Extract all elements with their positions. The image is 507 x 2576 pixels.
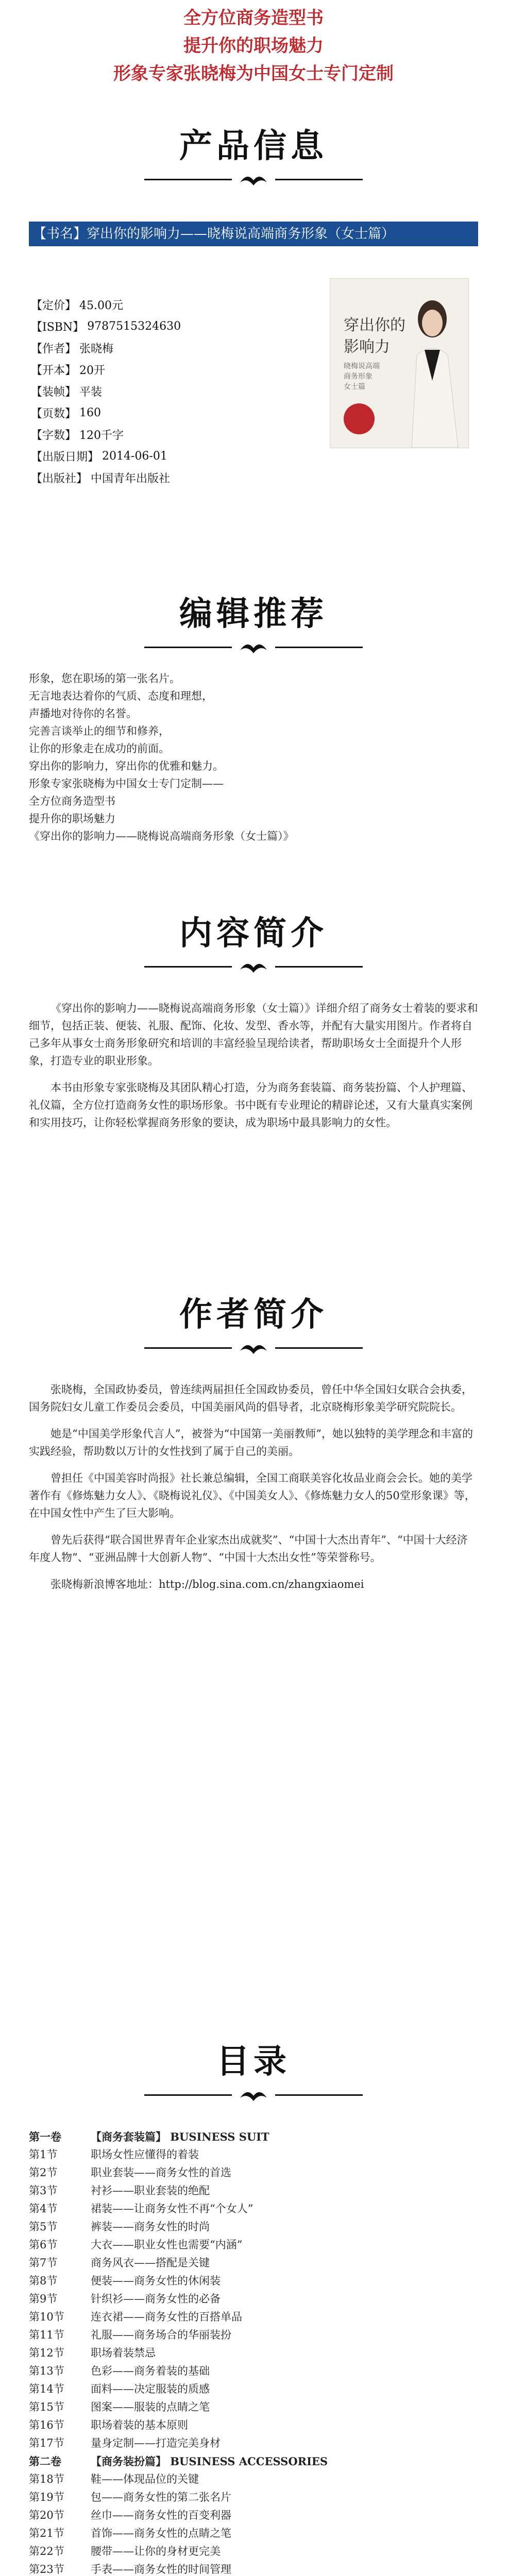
toc-number: 第10节 xyxy=(29,2311,64,2323)
info-value: 160 xyxy=(79,406,102,419)
title-ornament xyxy=(0,170,507,189)
toc-number: 第18节 xyxy=(29,2473,64,2485)
info-label: 【出版社】 xyxy=(31,472,88,485)
recommend-line: 穿出你的影响力，穿出你的优雅和魅力。 xyxy=(29,760,224,772)
summary-text xyxy=(29,999,478,1141)
info-value: 平装 xyxy=(79,385,103,399)
summary-paragraph: 《穿出你的影响力——晓梅说高端商务形象（女士篇）》详细介绍了商务女士着装的要求和细节，包括正装、便装、礼服、配饰、化妆、发型、香水等，并配有大量实用图片。作者将自己多年从事女士商务形象研究和培训的丰富经验呈现给读者，帮助职场女士全面提升个人形象，打造专业的职业形象。 xyxy=(29,1002,478,1067)
paragraph-gap xyxy=(29,1566,478,1575)
toc-row xyxy=(29,2344,478,2362)
author-paragraph: 张晓梅，全国政协委员，曾连续两届担任全国政协委员，曾任中华全国妇女联合会执委，国务院妇女儿童工作委员会委员，中国美丽风尚的倡导者，北京晓梅形象美学研究院院长。 xyxy=(29,1383,472,1413)
summary-paragraph: 本书由形象专家张晓梅及其团队精心打造，分为商务套装篇、商务装扮篇、个人护理篇、礼仪篇，全方位打造商务女性的职场形象。书中既有专业理论的精辟论述，又有大量真实案例和实用技巧，让你轻松掌握商务形象的要诀，成为职场中最具影响力的女性。 xyxy=(29,1081,472,1129)
toc-title: 量身定制——打造完美身材 xyxy=(91,2437,221,2449)
bird-ornament-icon xyxy=(238,638,269,656)
toc-row xyxy=(29,2470,478,2488)
cover-badge xyxy=(344,403,375,434)
section-title-author: 作者简介 xyxy=(179,1295,328,1334)
recommend-line: 形象专家张晓梅为中国女士专门定制—— xyxy=(29,777,224,790)
toc-number: 第19节 xyxy=(29,2491,64,2503)
toc-row xyxy=(29,2146,478,2164)
recommend-line: 《穿出你的影响力——晓梅说高端商务形象（女士篇）》 xyxy=(29,830,294,842)
toc-title: 裤装——商务女性的时尚 xyxy=(91,2221,210,2233)
toc-row xyxy=(29,2272,478,2290)
toc-number: 第一卷 xyxy=(29,2130,61,2143)
info-row xyxy=(31,337,299,359)
toc-row xyxy=(29,2290,478,2308)
info-row xyxy=(31,294,299,315)
toc-title: 首饰——商务女性的点睛之笔 xyxy=(91,2527,231,2539)
toc-title: 腰带——让你的身材更完美 xyxy=(91,2545,221,2557)
toc-number: 第6节 xyxy=(29,2239,58,2251)
toc-number: 第14节 xyxy=(29,2383,64,2395)
toc-row xyxy=(29,2380,478,2398)
info-value: 45.00元 xyxy=(79,299,123,312)
info-label: 【ISBN】 xyxy=(31,320,84,334)
toc-number: 第21节 xyxy=(29,2527,64,2539)
toc-number: 第1节 xyxy=(29,2148,58,2161)
paragraph-gap xyxy=(29,1593,478,1602)
toc-title: 礼服——商务场合的华丽装扮 xyxy=(91,2329,231,2341)
section-editor-recommend xyxy=(0,587,507,656)
info-value: 张晓梅 xyxy=(79,342,114,355)
toc-number: 第7节 xyxy=(29,2257,58,2269)
toc-number: 第12节 xyxy=(29,2347,64,2359)
recommend-line: 无言地表达着你的气质、态度和理想， xyxy=(29,690,213,702)
promo-banner xyxy=(0,0,507,113)
title-ornament xyxy=(0,638,507,656)
toc-row xyxy=(29,2326,478,2344)
author-paragraph: 她是“中国美学形象代言人”，被誉为“中国第一美丽教师”，她以独特的美学理念和丰富的实践经验，帮助数以万计的女性找到了属于自己的美丽。 xyxy=(29,1428,473,1458)
recommend-line: 全方位商务造型书 xyxy=(29,795,115,807)
toc-row xyxy=(29,2308,478,2326)
toc-number: 第23节 xyxy=(29,2563,64,2575)
toc-row xyxy=(29,2200,478,2218)
toc-title: 色彩——商务着装的基础 xyxy=(91,2365,210,2377)
paragraph-gap xyxy=(29,1460,478,1469)
toc-number: 第9节 xyxy=(29,2293,58,2305)
recommend-line: 完善言谈举止的细节和修养， xyxy=(29,725,170,737)
toc-title: 手表——商务女性的时间管理 xyxy=(91,2563,231,2575)
toc-title: 大衣——职业女性也需要“内涵” xyxy=(91,2239,243,2251)
toc-row xyxy=(29,2524,478,2543)
info-label: 【定价】 xyxy=(31,299,77,312)
info-value: 9787515324630 xyxy=(87,319,181,333)
info-row xyxy=(31,315,299,337)
toc-number: 第17节 xyxy=(29,2437,64,2449)
toc-part-row xyxy=(29,2128,478,2146)
title-ornament xyxy=(0,1338,507,1357)
section-title-product-info: 产品信息 xyxy=(179,127,328,165)
toc-part-row xyxy=(29,2452,478,2470)
toc-title: 丝巾——商务女性的百变利器 xyxy=(91,2509,231,2521)
section-title-summary: 内容简介 xyxy=(179,914,328,953)
toc-title: 图案——服装的点睛之笔 xyxy=(91,2401,210,2413)
toc-number: 第8节 xyxy=(29,2275,58,2287)
toc-row xyxy=(29,2506,478,2524)
toc-number: 第2节 xyxy=(29,2166,58,2179)
author-text xyxy=(29,1381,478,1602)
info-label: 【作者】 xyxy=(31,342,77,355)
info-label: 【页数】 xyxy=(31,407,77,420)
toc-row xyxy=(29,2543,478,2561)
info-row xyxy=(31,467,299,488)
bird-ornament-icon xyxy=(238,170,269,189)
toc-row xyxy=(29,2416,478,2434)
info-row xyxy=(31,359,299,380)
info-label: 【字数】 xyxy=(31,429,77,442)
toc-number: 第5节 xyxy=(29,2221,58,2233)
paragraph-gap xyxy=(29,1522,478,1531)
bird-ornament-icon xyxy=(238,2086,269,2104)
toc-row xyxy=(29,2236,478,2254)
section-author xyxy=(0,1288,507,1357)
info-row xyxy=(31,402,299,423)
title-ornament xyxy=(0,957,507,976)
banner-line-1: 全方位商务造型书 xyxy=(183,8,324,28)
info-row xyxy=(31,380,299,402)
toc-title: 衬衫——职业套装的绝配 xyxy=(91,2184,210,2197)
toc-title: 鞋——体现品位的关键 xyxy=(91,2473,199,2485)
toc-row xyxy=(29,2398,478,2416)
toc-row xyxy=(29,2164,478,2182)
toc-number: 第11节 xyxy=(29,2329,64,2341)
info-row xyxy=(31,445,299,467)
toc-title: 职场着装禁忌 xyxy=(91,2347,156,2359)
toc-number: 第4节 xyxy=(29,2202,58,2215)
toc-row xyxy=(29,2434,478,2452)
info-label: 【出版日期】 xyxy=(31,450,99,464)
info-label: 【开本】 xyxy=(31,364,77,377)
table-of-contents xyxy=(29,2128,478,2576)
toc-row xyxy=(29,2488,478,2506)
bird-ornament-icon xyxy=(238,1338,269,1357)
toc-title: 面料——决定服装的质感 xyxy=(91,2383,210,2395)
banner-line-2: 提升你的职场魅力 xyxy=(183,36,324,56)
toc-row xyxy=(29,2254,478,2272)
paragraph-gap xyxy=(29,1070,478,1079)
section-title-toc: 目录 xyxy=(216,2042,291,2081)
toc-title: 包——商务女性的第二张名片 xyxy=(91,2491,231,2503)
toc-title: 便装——商务女性的休闲装 xyxy=(91,2275,221,2287)
section-product-info xyxy=(0,120,507,189)
toc-number: 第二卷 xyxy=(29,2455,61,2468)
editor-recommend-text xyxy=(29,670,478,845)
toc-title: 【商务装扮篇】 BUSINESS ACCESSORIES xyxy=(91,2455,328,2468)
recommend-line: 声播地对待你的名誉。 xyxy=(29,707,137,720)
info-label: 【装帧】 xyxy=(31,385,77,399)
info-row xyxy=(31,423,299,445)
cover-subtitle: 晓梅说高端 商务形象 女士篇 xyxy=(344,362,380,391)
paragraph-gap xyxy=(29,1131,478,1141)
toc-number: 第22节 xyxy=(29,2545,64,2557)
banner-line-3: 形象专家张晓梅为中国女士专门定制 xyxy=(113,63,394,84)
toc-title: 职业套装——商务女性的首选 xyxy=(91,2166,231,2179)
author-paragraph: 曾先后获得“联合国世界青年企业家杰出成就奖”、“中国十大杰出青年”、“中国十大经济年度人物”、“亚洲品牌十大创新人物”、“中国十大杰出女性”等荣誉称号。 xyxy=(29,1534,468,1564)
book-title-bar: 【书名】穿出你的影响力——晓梅说高端商务形象（女士篇） xyxy=(29,222,478,246)
recommend-line: 提升你的职场魅力 xyxy=(29,812,115,825)
info-value: 2014-06-01 xyxy=(102,449,167,463)
toc-number: 第15节 xyxy=(29,2401,64,2413)
toc-number: 第20节 xyxy=(29,2509,64,2521)
title-ornament xyxy=(0,2086,507,2104)
toc-title: 连衣裙——商务女性的百搭单品 xyxy=(91,2311,242,2323)
toc-title: 【商务套装篇】 BUSINESS SUIT xyxy=(91,2130,269,2143)
author-paragraph: 曾担任《中国美容时尚报》社长兼总编辑，全国工商联美容化妆品业商会会长。她的美学著作有《修炼魅力女人》、《晓梅说礼仪》、《中国美女人》、《修炼魅力女人的50堂形象课》等，在中国女性中产生了巨大影响。 xyxy=(29,1472,476,1519)
toc-number: 第16节 xyxy=(29,2419,64,2431)
toc-title: 针织衫——商务女性的必备 xyxy=(91,2293,221,2305)
section-title-editor-recommend: 编辑推荐 xyxy=(179,595,328,633)
author-paragraph: 张晓梅新浪博客地址：http://blog.sina.com.cn/zhangxiaomei xyxy=(50,1578,364,1590)
recommend-line: 让你的形象走在成功的前面。 xyxy=(29,742,170,755)
toc-row xyxy=(29,2218,478,2236)
toc-row xyxy=(29,2561,478,2576)
toc-row xyxy=(29,2182,478,2200)
book-cover-image xyxy=(330,278,469,448)
toc-row xyxy=(29,2362,478,2380)
toc-title: 职场着装的基本原则 xyxy=(91,2419,188,2431)
section-toc xyxy=(0,2035,507,2104)
bird-ornament-icon xyxy=(238,957,269,976)
section-summary xyxy=(0,907,507,976)
toc-title: 商务风衣——搭配是关键 xyxy=(91,2257,210,2269)
toc-title: 职场女性应懂得的着装 xyxy=(91,2148,199,2161)
book-info-list xyxy=(31,294,299,488)
info-value: 20开 xyxy=(79,364,106,377)
toc-title: 裙装——让商务女性不再“个女人” xyxy=(91,2202,254,2215)
recommend-line: 形象，您在职场的第一张名片。 xyxy=(29,672,180,685)
cover-portrait-icon xyxy=(396,293,463,448)
cover-title: 穿出你的 影响力 xyxy=(344,316,405,356)
info-value: 中国青年出版社 xyxy=(91,472,171,485)
paragraph-gap xyxy=(29,1416,478,1425)
info-value: 120千字 xyxy=(79,429,124,442)
toc-number: 第3节 xyxy=(29,2184,58,2197)
toc-number: 第13节 xyxy=(29,2365,64,2377)
